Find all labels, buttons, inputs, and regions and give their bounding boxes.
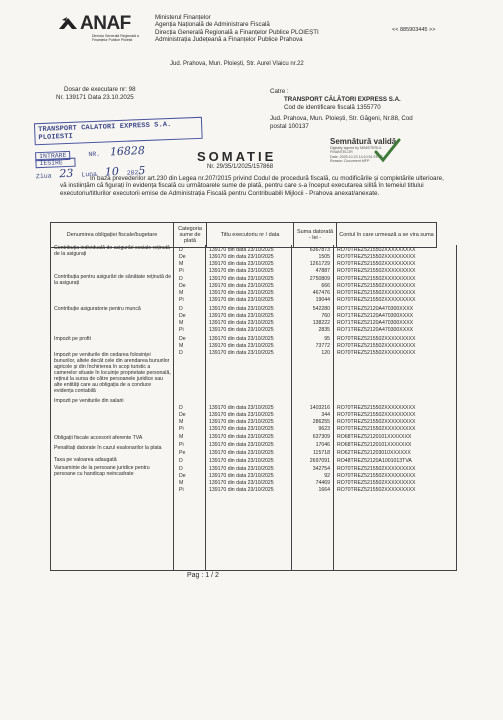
cell-suma: 9623 [318,426,330,432]
dosar-info [56,86,136,102]
cell-categorie: De [179,336,186,342]
anaf-logo: ANAF [80,13,131,34]
cell-categorie: D [179,458,183,464]
signature-line: FINANTELOR [330,150,353,155]
cell-cont: RO70TREZ5215502XXXXXXXXX [337,405,416,411]
obligation-label: Varsaminte de la persoane juridice pentru persoane cu handicap neincadrate [54,465,150,477]
recipient-cif: Cod de identificare fiscală 1355770 [284,104,381,111]
col-header-categorie: Categoria sume de plată [174,223,207,248]
intro-paragraph: In baza prevederilor art.230 din Legea nr.207/2015 privind Codul de procedură fiscală, cu modificările și completările ulterioare, vă instiințăm că figurați în evidența fiscală cu următoarele sume de plată, pentru care s-a început executarea silită în temeiul titlului executoriu/titlurilor executorii emise de Administrația Fiscală pentru Contribuabili Mijlocii - Prahova anexat/anexate. [60,175,444,197]
cell-titlu: 139170 din data 23/10/2025 [209,487,274,493]
cell-titlu: 139170 din data 23/10/2025 [209,405,274,411]
cell-suma: 342754 [312,466,330,472]
cell-cont: RO70TREZ5215502XXXXXXXXX [337,247,416,253]
stamp-ziua-label: Ziua [35,172,52,181]
stamp-an-value: 5 [138,164,146,178]
obligation-label: Penalitați datorate în cazul esalonarilor la plata [54,445,162,451]
cell-titlu: 139170 din data 23/10/2025 [209,426,274,432]
cell-categorie: De [179,313,186,319]
cell-titlu: 139170 din data 23/10/2025 [209,261,274,267]
cell-titlu: 139170 din data 23/10/2025 [209,412,274,418]
cell-suma: 1664 [318,487,330,493]
cell-titlu: 139170 din data 23/10/2025 [209,297,274,303]
recipient-address-2: postal 100137 [270,123,309,130]
cell-cont: RO70TREZ5215502XXXXXXXXX [337,297,416,303]
cell-suma: 542280 [312,306,330,312]
dosar-date: Nr. 139171 Data 23.10.2025 [56,94,134,101]
cell-categorie: Pi [179,487,184,493]
stamp-an-prefix: 202 [126,169,139,177]
cell-suma: 1505 [318,254,330,260]
document-number: Nr. 29/35/1/2025/157868 [207,164,274,170]
cell-cont: RO68TREZ52120101XXXXXXX [337,442,412,448]
cell-titlu: 139170 din data 23/10/2025 [209,480,274,486]
cell-categorie: M [179,261,184,267]
cell-categorie: De [179,473,186,479]
cell-categorie: M [179,320,184,326]
signature-check-icon [370,136,404,166]
obligation-label: Contribuția pentru asigurări de sănătate reținută de la asigurați [54,274,172,286]
institution-line: Ministerul Finanțelor [155,14,211,21]
cell-categorie: D [179,276,183,282]
cell-categorie: D [179,466,183,472]
cell-categorie: M [179,343,184,349]
cell-categorie: Pi [179,297,184,303]
stamp-luna-value: 10 [104,165,120,179]
stamp-nr-label: NR. [88,150,101,159]
anaf-logo-icon [58,16,78,30]
cell-categorie: De [179,283,186,289]
cell-titlu: 139170 din data 23/10/2025 [209,458,274,464]
cell-cont: RO70TREZ5215502XXXXXXXXX [337,268,416,274]
cell-cont: RO70TREZ5215502XXXXXXXXX [337,336,416,342]
cell-cont: RO70TREZ5215502XXXXXXXXX [337,473,416,479]
cell-cont: RO62TREZ521203010XXXXXX [337,450,411,456]
obligations-table-body [50,245,457,571]
cell-suma: 2750809 [309,276,330,282]
cell-suma: 17046 [315,442,330,448]
cell-titlu: 139170 din data 23/10/2025 [209,306,274,312]
cell-categorie: M [179,480,184,486]
cell-suma: 73772 [315,343,330,349]
cell-suma: 760 [321,313,330,319]
institution-line: Direcția Generală Regională a Finanțelor Publice PLOIEȘTI [155,28,319,36]
cell-titlu: 139170 din data 23/10/2025 [209,466,274,472]
cell-categorie: Pi [179,327,184,333]
cell-suma: 637309 [312,434,330,440]
cell-categorie: D [179,350,183,356]
logo-subtitle: Direcția Generală Regională a Finanțelor Publice Ploiești [92,34,139,42]
cell-cont: RO70TREZ5215502XXXXXXXXX [337,276,416,282]
col-header-suma: Suma datorată - lei - [294,223,337,248]
institution-line: Administrația Județeană a Finanțelor Publice Prahova [155,35,303,43]
cell-cont: RO68TREZ52120101XXXXXXX [337,434,412,440]
cell-suma: 666 [321,283,330,289]
cell-categorie: D [179,405,183,411]
cell-titlu: 139170 din data 23/10/2025 [209,442,274,448]
cell-titlu: 139170 din data 23/10/2025 [209,247,274,253]
cell-titlu: 139170 din data 23/10/2025 [209,473,274,479]
stamp-intrare: INTRARE [35,151,71,161]
cell-categorie: D [179,247,183,253]
cell-titlu: 139170 din data 23/10/2025 [209,434,274,440]
institution-address: Jud. Prahova, Mun. Ploiești, Str. Aurel Vlaicu nr.22 [170,61,304,67]
cell-titlu: 139170 din data 23/10/2025 [209,343,274,349]
cell-suma: 115718 [313,450,330,456]
cell-suma: 92 [324,473,330,479]
cell-categorie: D [179,306,183,312]
cell-titlu: 139170 din data 23/10/2025 [209,419,274,425]
cell-cont: RO71TREZ52120A470300XXXX [337,327,414,333]
cell-suma: 47887 [315,268,330,274]
cell-titlu: 139170 din data 23/10/2025 [209,276,274,282]
recipient-label: Catre : [270,88,289,95]
registration-stamp [34,117,204,181]
cell-titlu: 139170 din data 23/10/2025 [209,283,274,289]
cell-suma: 1403216 [309,405,330,411]
cell-categorie: Pi [179,426,184,432]
cell-categorie: De [179,254,186,260]
cell-suma: 95 [324,336,330,342]
stamp-iesire: IESIRE [35,158,76,169]
cell-titlu: 139170 din data 23/10/2025 [209,313,274,319]
cell-categorie: De [179,412,186,418]
cell-cont: RO70TREZ5215502XXXXXXXXX [337,350,416,356]
cell-cont: RO70TREZ5215502XXXXXXXXX [337,419,416,425]
stamp-ziua-value: 23 [59,166,74,181]
cell-cont: RO71TREZ52120A470300XXXX [337,313,414,319]
cell-titlu: 139170 din data 23/10/2025 [209,336,274,342]
cell-titlu: 139170 din data 23/10/2025 [209,327,274,333]
cell-cont: RO70TREZ5215502XXXXXXXXX [337,343,416,349]
recipient-address-1: Jud. Prahova, Mun. Ploiești, Str. Găgeni, Nr.88, Cod [270,115,413,122]
cell-cont: RO70TREZ5215502XXXXXXXXX [337,290,416,296]
stamp-nr-value: 16828 [109,144,146,159]
cell-suma: 6367873 [309,247,330,253]
cell-titlu: 139170 din data 23/10/2025 [209,290,274,296]
cell-cont: RO70TREZ5215502XXXXXXXXX [337,480,416,486]
cell-cont: RO71TREZ52120A470300XXXX [337,320,414,326]
cell-cont: RO70TREZ5215502XXXXXXXXX [337,261,416,267]
signature-title: Semnătură validă [330,137,397,146]
cell-titlu: 139170 din data 23/10/2025 [209,450,274,456]
cell-cont: RO70TREZ5215502XXXXXXXXX [337,487,416,493]
cell-categorie: Pi [179,268,184,274]
obligation-label: Obligații fiscale accesorii aferente TVA [54,435,143,441]
cell-categorie: M [179,419,184,425]
cell-titlu: 139170 din data 23/10/2025 [209,350,274,356]
cell-suma: 2697091 [309,458,330,464]
obligation-label: Impozit pe veniturile din salarii [54,398,124,404]
cell-cont: RO70TREZ5215502XXXXXXXXX [337,283,416,289]
cell-cont: RO70TREZ5215502XXXXXXXXX [337,466,416,472]
obligation-label: Contribuția individuală de asigurări sociale reținută de la asigurați [54,245,170,257]
signature-line: Digitally signed by MINISTERUL [330,146,382,150]
document-title: SOMATIE [197,149,277,164]
cell-cont: RO70TREZ5215502XXXXXXXXX [337,412,416,418]
cell-suma: 344 [321,412,330,418]
stamp-luna-label: Luna [81,170,98,179]
institution-line: Agenția Națională de Administrare Fiscală [155,21,270,29]
cell-cont: RO48TREZ52120A1001013TVA [337,458,412,464]
cell-titlu: 139170 din data 23/10/2025 [209,268,274,274]
cell-categorie: Pe [179,450,186,456]
cell-suma: 467476 [312,290,330,296]
cell-suma: 138222 [312,320,330,326]
recipient-block [270,96,470,131]
obligation-label: Taxa pe valoarea adaugată [54,457,117,463]
dosar-number: Dosar de executare nr: 98 [64,86,136,93]
obligation-label: Impozit pe veniturile din cedarea folosinței bunurilor, altele decât cele din arendarea bunurilor agricole și din închirierea în scop turistic a camerelor situate în locuințe proprietate personală, reținut la sursa de către persoanele juridice sau alte entități care au obligația de a conduce evidența contabilă [54,352,171,394]
col-header-obligatie: Denumirea obligației fiscale/bugetare [51,223,174,248]
cell-suma: 120 [321,350,330,356]
signature-line: Date: 2025.10.23 14:10:51 EEST [330,154,383,159]
cell-suma: 74469 [315,480,330,486]
cell-cont: RO70TREZ5215502XXXXXXXXX [337,426,416,432]
document-code: << 885903445 >> [392,27,436,33]
cell-categorie: M [179,434,184,440]
cell-suma: 2835 [318,327,330,333]
obligation-label: Contribuție asiguratorie pentru muncă [54,306,141,312]
cell-titlu: 139170 din data 23/10/2025 [209,254,274,260]
cell-categorie: M [179,290,184,296]
cell-categorie: Pi [179,442,184,448]
cell-titlu: 139170 din data 23/10/2025 [209,320,274,326]
stamp-company: TRANSPORT CALATORI EXPRESS S.A. PLOIESTI [34,117,203,145]
obligation-label: Impozit pe profit [54,336,91,342]
page-number: Pag : 1 / 2 [187,572,219,579]
recipient-name: TRANSPORT CĂLĂTORI EXPRESS S.A. [284,96,401,103]
col-header-titlu: Titlu executoriu nr / data [207,223,294,248]
signature-line: Reason: Document MFP [330,159,370,164]
cell-cont: RO70TREZ5215502XXXXXXXXX [337,254,416,260]
col-header-cont: Contul în care urmează a se vira suma [337,223,437,248]
cell-suma: 1261729 [309,261,330,267]
cell-suma: 286255 [312,419,330,425]
institution-lines [155,14,319,43]
cell-suma: 19044 [315,297,330,303]
cell-cont: RO71TREZ52120A470300XXXX [337,306,414,312]
